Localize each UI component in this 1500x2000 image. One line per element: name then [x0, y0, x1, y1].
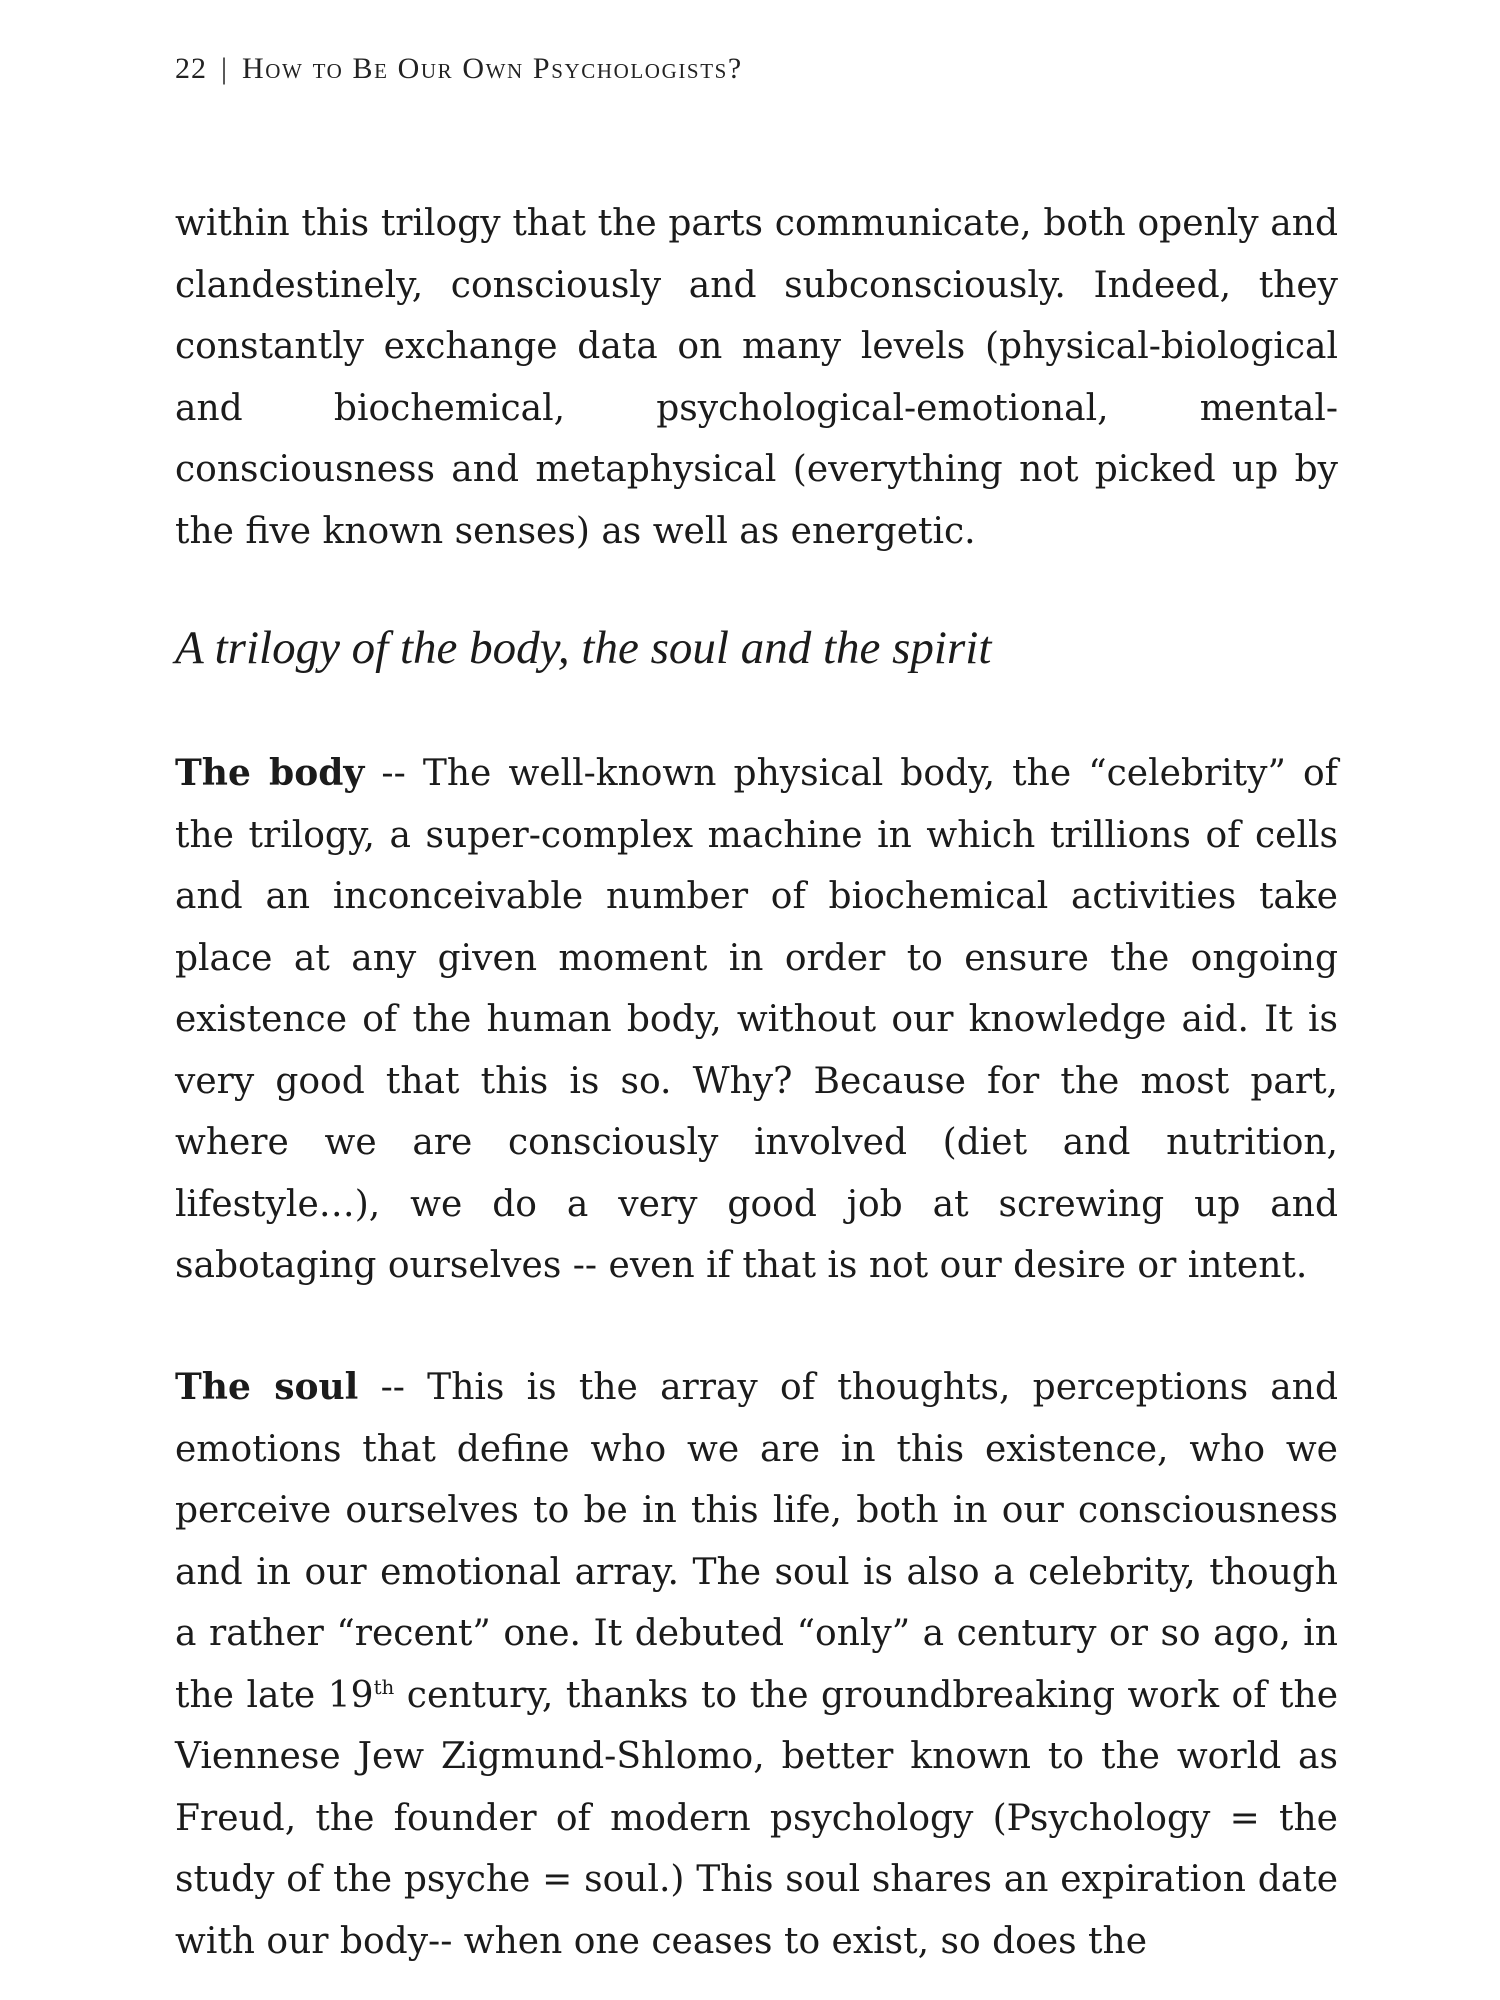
page-number: 22	[175, 52, 207, 85]
book-title: How to Be Our Own Psychologists?	[242, 52, 743, 85]
header-separator: |	[221, 52, 229, 85]
paragraph-trilogy-communication	[175, 193, 1338, 562]
soul-description-part-1: -- This is the array of thoughts, perceptions and emotions that define who we are in this existence, who we perceive ourselves to be in this life, both in our consciousness and in our emotional array. The soul is also a celebrity, though a rather “recent” one. It debuted “only” a century or so ago, in the late 19	[175, 1367, 1338, 1716]
running-header	[175, 52, 743, 86]
paragraph-the-body	[175, 743, 1338, 1297]
term-the-soul: The soul	[175, 1366, 359, 1408]
paragraph-text: within this trilogy that the parts communicate, both openly and clandestinely, consciously and subconsciously. Indeed, they constantly exchange data on many levels (physical-biological and biochemical, psychological-emotional, mental-consciousness and metaphysical (everything not picked up by the five known senses) as well as energetic.	[175, 203, 1338, 552]
ordinal-superscript: th	[373, 1675, 395, 1699]
paragraph-the-soul	[175, 1357, 1338, 1972]
body-description: -- The well-known physical body, the “celebrity” of the trilogy, a super-complex machine in which trillions of cells and an inconceivable number of biochemical activities take place at any given moment in order to ensure the ongoing existence of the human body, without our knowledge aid. It is very good that this is so. Why? Because for the most part, where we are consciously involved (diet and nutrition, lifestyle…), we do a very good job at screwing up and sabotaging ourselves -- even if that is not our desire or intent.	[175, 753, 1338, 1286]
soul-description-part-2: century, thanks to the groundbreaking work of the Viennese Jew Zigmund-Shlomo, better known to the world as Freud, the founder of modern psychology (Psychology = the study of the psyche = soul.) This soul shares an expiration date with our body-- when one ceases to exist, so does the	[175, 1674, 1339, 1962]
term-the-body: The body	[175, 752, 365, 794]
section-heading: A trilogy of the body, the soul and the spirit	[175, 622, 992, 674]
